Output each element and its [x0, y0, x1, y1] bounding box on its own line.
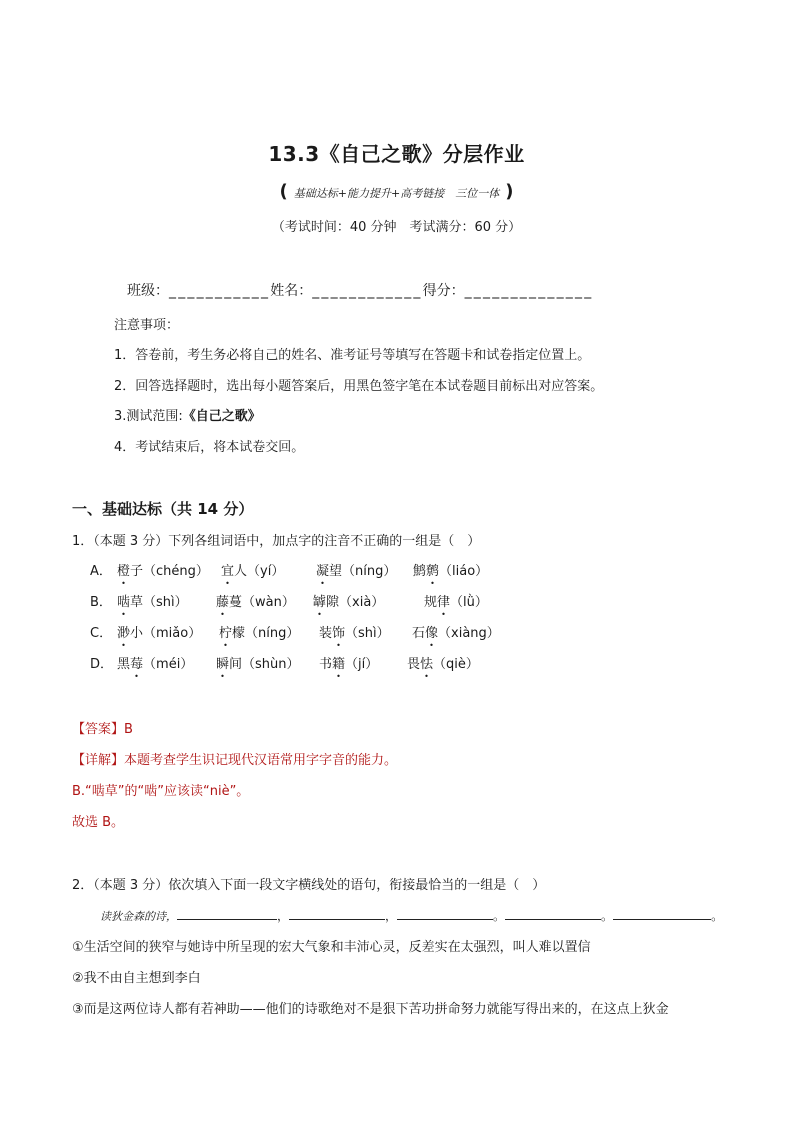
dotted-char: 罅 [313, 595, 327, 610]
dotted-char: 鹩 [426, 564, 440, 579]
dotted-char: 柠 [219, 626, 233, 641]
notice-item-3 [114, 405, 261, 424]
punct: ， [277, 909, 290, 923]
q1-d-word-4: 畏怯（qiè） [407, 657, 479, 672]
dotted-char: 律 [437, 595, 451, 610]
class-blank[interactable]: ___________ [169, 283, 271, 299]
page-title: 13.3《自己之歌》分层作业 [268, 142, 525, 166]
dotted-char: 宜 [221, 564, 235, 579]
q1-a-word-1: 橙子（chéng） [117, 564, 209, 579]
dotted-char: 渺 [117, 626, 131, 641]
dotted-char: 莓 [130, 657, 144, 672]
notice-item-3-prefix: 3.测试范围: [114, 409, 183, 424]
score-blank[interactable]: ______________ [464, 283, 594, 299]
q1-answer: 【答案】B [72, 722, 133, 737]
section-heading: 一、基础达标（共 14 分） [72, 500, 254, 518]
class-label: 班级： [127, 283, 169, 299]
subtitle-open-paren: ( [279, 181, 288, 202]
dotted-char: 啮 [117, 595, 131, 610]
q1-d-word-3: 书籍（jí） [319, 657, 379, 672]
q1-option-d[interactable] [90, 653, 113, 672]
dotted-char: 怯 [420, 657, 434, 672]
option-letter: C． [90, 626, 113, 641]
detail-text: 本题考查学生识记现代汉语常用字字音的能力。 [124, 753, 398, 768]
dotted-char: 藤 [216, 595, 230, 610]
q1-b-word-4: 规律（lǜ） [424, 595, 488, 610]
dotted-char: 橙 [117, 564, 131, 579]
q1-a-word-4: 鹪鹩（liáo） [413, 564, 489, 579]
punct: 。 [711, 909, 724, 923]
q2-passage-line [100, 905, 723, 924]
name-blank[interactable]: ____________ [312, 283, 423, 299]
q1-a-word-3: 凝望（níng） [316, 564, 397, 579]
q1-detail [72, 749, 397, 768]
q1-explanation: B.“啮草”的“啮”应该读“niè”。 [72, 784, 250, 799]
q1-option-b[interactable] [90, 591, 112, 610]
q1-option-c[interactable] [90, 622, 112, 641]
q1-d-word-1: 黑莓（méi） [117, 657, 194, 672]
score-label: 得分： [422, 283, 465, 299]
q2-item-2: ②我不由自主想到李白 [72, 971, 201, 986]
notice-item-1: 1．答卷前，考生务必将自己的姓名、准考证号等填写在答题卡和试卷指定位置上。 [114, 348, 591, 363]
q2-item-3: ③而是这两位诗人都有若神助——他们的诗歌绝对不是狠下苦功拼命努力就能写得出来的，在这点上狄金 [72, 1002, 669, 1017]
q1-option-a[interactable] [90, 560, 112, 579]
q1-c-word-3: 装饰（shì） [319, 626, 390, 641]
q2-item-1: ①生活空间的狭窄与她诗中所呈现的宏大气象和丰沛心灵，反差实在太强烈，叫人难以置信 [72, 940, 591, 955]
q1-a-word-2: 宜人（yí） [221, 564, 285, 579]
notice-item-4: 4．考试结束后，将本试卷交回。 [114, 440, 305, 455]
subtitle-text: 基础达标+能力提升+高考链接 三位一体 [293, 187, 500, 200]
detail-tag: 【详解】 [72, 753, 125, 768]
q1-d-word-2: 瞬间（shùn） [216, 657, 300, 672]
q2-blank-4[interactable] [505, 905, 601, 920]
q2-blank-1[interactable] [177, 905, 277, 920]
q1-c-word-1: 渺小（miǎo） [117, 626, 202, 641]
notice-item-2: 2．回答选择题时，选出每小题答案后，用黑色签字笔在本试卷题目前标出对应答案。 [114, 379, 604, 394]
q1-c-word-4: 石像（xiàng） [412, 626, 500, 641]
notice-title: 注意事项： [114, 318, 180, 333]
q2-blank-3[interactable] [397, 905, 493, 920]
punct: ， [385, 909, 398, 923]
q1-b-word-3: 罅隙（xià） [313, 595, 385, 610]
punct: 。 [601, 909, 614, 923]
option-letter: A． [90, 564, 112, 579]
q2-blank-2[interactable] [289, 905, 385, 920]
dotted-char: 凝 [316, 564, 330, 579]
notice-item-3-scope: 《自己之歌》 [182, 409, 261, 424]
dotted-char: 籍 [332, 657, 346, 672]
question-2-stem: 2．（本题 3 分）依次填入下面一段文字横线处的语句，衔接最恰当的一组是（ ） [72, 878, 546, 893]
name-label: 姓名： [270, 283, 313, 299]
dotted-char: 饰 [332, 626, 346, 641]
punct: 。 [493, 909, 506, 923]
q1-b-word-1: 啮草（shì） [117, 595, 188, 610]
q1-b-word-2: 藤蔓（wàn） [216, 595, 295, 610]
q2-blank-5[interactable] [613, 905, 711, 920]
student-info-fields [127, 280, 593, 300]
question-1-stem: 1．（本题 3 分）下列各组词语中，加点字的注音不正确的一组是（ ） [72, 534, 481, 549]
dotted-char: 像 [425, 626, 439, 641]
q2-lead: 读狄金森的诗， [100, 910, 177, 923]
subtitle-close-paren: ) [505, 181, 514, 202]
option-letter: D． [90, 657, 114, 672]
option-letter: B． [90, 595, 112, 610]
q1-c-word-2: 柠檬（níng） [219, 626, 300, 641]
page-subtitle [0, 181, 793, 202]
exam-info: （考试时间：40 分钟 考试满分：60 分） [271, 220, 522, 235]
q1-conclusion: 故选 B。 [72, 815, 125, 830]
dotted-char: 瞬 [216, 657, 230, 672]
